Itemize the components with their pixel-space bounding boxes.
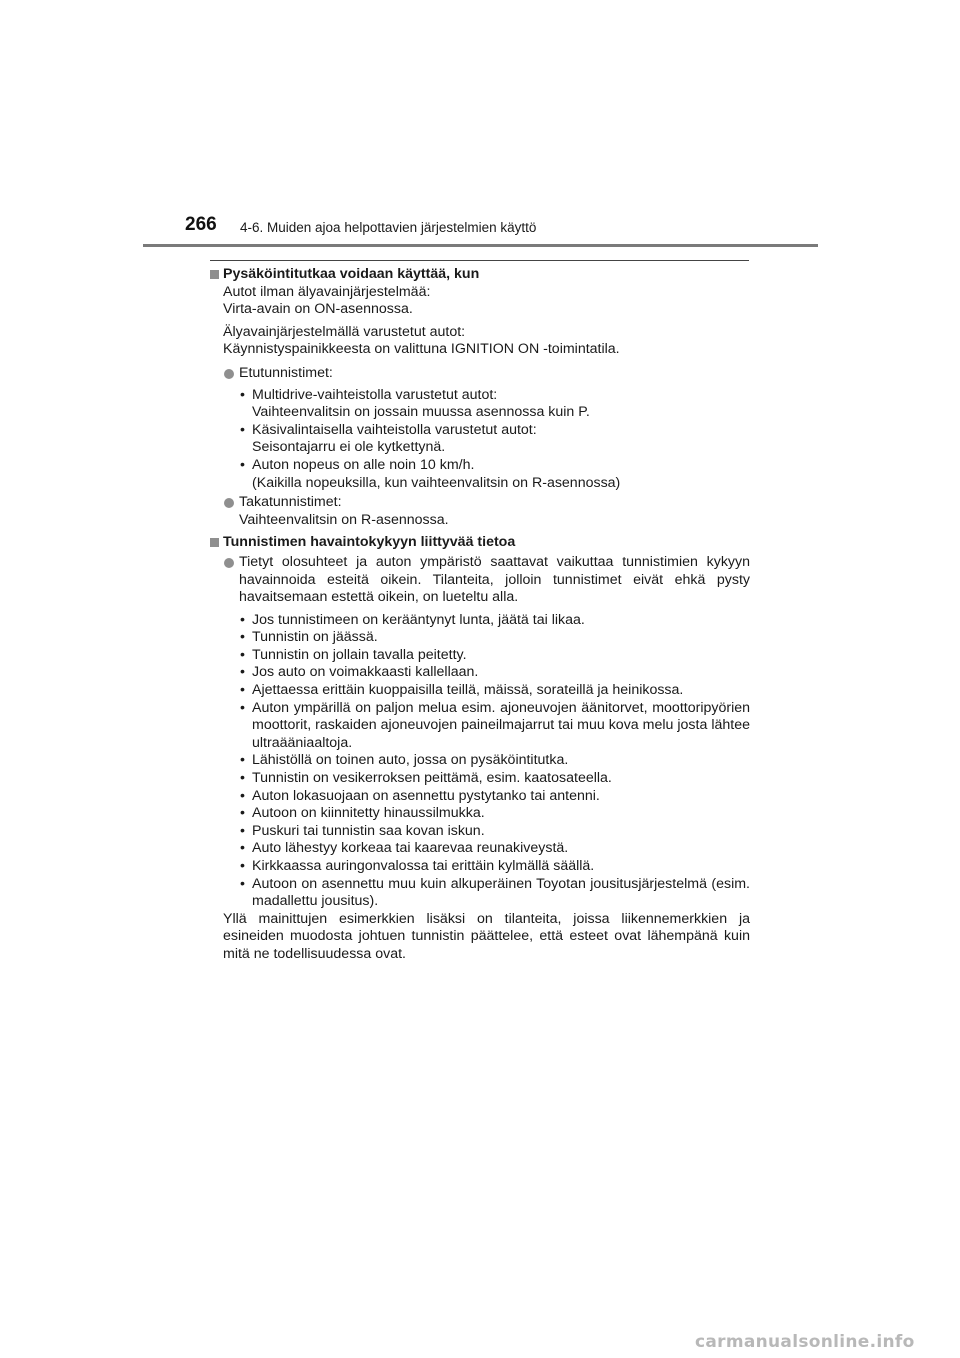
- list-item: [210, 770, 750, 788]
- paragraph-line: Käynnistyspainikkeesta on valittuna IGNITION ON -toimintatila.: [223, 341, 620, 358]
- item-text: Tietyt olosuhteet ja auton ympäristö saattavat vaikuttaa tunnistimien kykyyn havainnoida esteitä oikein. Tilanteita, jolloin tunnistimet eivät ehkä pysty havaitsemaan estettä oikein, on lueteltu alla.: [239, 553, 750, 606]
- paragraph-no-smart-key: [223, 284, 750, 319]
- list-item-text: Autoon on kiinnitetty hinaussilmukka.: [252, 805, 485, 822]
- list-item: [210, 805, 750, 823]
- circle-bullet-icon: [224, 558, 234, 568]
- list-item-text: Autoon on asennettu muu kuin alkuperäinen Toyotan jousitusjärjestelmä (esim. madallettu jousitus).: [252, 875, 750, 910]
- list-item-text: Tunnistin on jollain tavalla peitetty.: [252, 646, 467, 663]
- item-label: Etutunnistimet:: [239, 364, 333, 381]
- list-item-text: Tunnistin on vesikerroksen peittämä, esim. kaatosateella.: [252, 770, 612, 787]
- list-item: [210, 700, 750, 753]
- list-item-line: Multidrive-vaihteistolla varustetut autot:: [252, 386, 498, 403]
- bullet-dot-icon: •: [240, 805, 245, 822]
- bullet-dot-icon: •: [240, 752, 245, 769]
- front-sensors-item: [210, 365, 750, 383]
- bullet-dot-icon: •: [240, 875, 245, 892]
- bullet-dot-icon: •: [240, 770, 245, 787]
- list-item: [210, 752, 750, 770]
- list-item-text: Jos auto on voimakkaasti kallellaan.: [252, 664, 479, 681]
- paragraph-line: Virta-avain on ON-asennossa.: [223, 301, 413, 318]
- bullet-dot-icon: •: [240, 629, 245, 646]
- bullet-dot-icon: •: [240, 682, 245, 699]
- list-item-text: Ajettaessa erittäin kuoppaisilla teillä, mäissä, sorateillä ja heinikossa.: [252, 682, 684, 699]
- paragraph-smart-key: [223, 324, 750, 359]
- square-bullet-icon: [210, 538, 219, 547]
- list-item-text: Jos tunnistimeen on kerääntynyt lunta, jäätä tai likaa.: [252, 611, 585, 628]
- list-item-text: Auton lokasuojaan on asennettu pystytanko tai antenni.: [252, 787, 600, 804]
- list-item: [210, 629, 750, 647]
- bullet-dot-icon: •: [240, 421, 245, 438]
- bullet-dot-icon: •: [240, 664, 245, 681]
- page-number: 266: [185, 214, 217, 235]
- bullet-dot-icon: •: [240, 699, 245, 716]
- list-item: [210, 422, 750, 457]
- square-bullet-icon: [210, 270, 219, 279]
- circle-bullet-icon: [224, 369, 234, 379]
- list-item: [210, 457, 750, 492]
- bullet-dot-icon: •: [240, 787, 245, 804]
- header-divider: [143, 244, 818, 247]
- list-item-line: Seisontajarru ei ole kytkettynä.: [252, 439, 446, 456]
- list-item-line: Vaihteenvalitsin on jossain muussa asennossa kuin P.: [252, 404, 590, 421]
- list-item: [210, 647, 750, 665]
- heading-text: Tunnistimen havaintokykyyn liittyvää tietoa: [223, 534, 516, 551]
- list-item-line: Käsivalintaisella vaihteistolla varustetut autot:: [252, 421, 537, 438]
- paragraph-line: Älyavainjärjestelmällä varustetut autot:: [223, 323, 466, 340]
- watermark: carmanualsonline.info: [695, 1332, 915, 1352]
- detection-intro-item: [210, 554, 750, 607]
- page-header: [0, 214, 960, 250]
- paragraph-line: Autot ilman älyavainjärjestelmää:: [223, 283, 431, 300]
- list-item-text: Kirkkaassa auringonvalossa tai erittäin kylmällä säällä.: [252, 858, 595, 874]
- list-item: [210, 840, 750, 858]
- heading-text: Pysäköintitutkaa voidaan käyttää, kun: [223, 266, 480, 282]
- front-sensors-conditions: [210, 387, 750, 493]
- list-item-text: Auton ympärillä on paljon melua esim. ajoneuvojen äänitorvet, moottoripyörien moottorit, raskaiden ajoneuvojen paineilmajarrut tai muu kova melu josta lähtee ultraääniaaltoja.: [252, 699, 750, 751]
- bullet-dot-icon: •: [240, 840, 245, 857]
- rear-sensors-item: [210, 494, 750, 529]
- item-text: Vaihteenvalitsin on R-asennossa.: [239, 511, 449, 528]
- list-item-text: Auto lähestyy korkeaa tai kaarevaa reunakiveystä.: [252, 840, 569, 857]
- list-item-line: (Kaikilla nopeuksilla, kun vaihteenvalitsin on R-asennossa): [252, 474, 621, 491]
- circle-bullet-icon: [224, 498, 234, 508]
- list-item-line: Auton nopeus on alle noin 10 km/h.: [252, 456, 475, 473]
- manual-content: [210, 264, 750, 964]
- list-item-text: Puskuri tai tunnistin saa kovan iskun.: [252, 822, 485, 839]
- section-heading-sensor-detection-info: [210, 534, 750, 552]
- bullet-dot-icon: •: [240, 646, 245, 663]
- content-divider: [210, 260, 749, 261]
- bullet-dot-icon: •: [240, 386, 245, 403]
- list-item-text: Lähistöllä on toinen auto, jossa on pysäköintitutka.: [252, 752, 569, 769]
- list-item: [210, 612, 750, 630]
- list-item: [210, 823, 750, 841]
- section-heading-parking-sensor-use: [210, 266, 750, 284]
- bullet-dot-icon: •: [240, 456, 245, 473]
- list-item: [210, 876, 750, 911]
- list-item-text: Tunnistin on jäässä.: [252, 629, 378, 646]
- list-item: [210, 682, 750, 700]
- bullet-dot-icon: •: [240, 858, 245, 874]
- bullet-dot-icon: •: [240, 822, 245, 839]
- bullet-dot-icon: •: [240, 611, 245, 628]
- item-label: Takatunnistimet:: [239, 494, 342, 511]
- list-item: [210, 387, 750, 422]
- list-item: [210, 664, 750, 682]
- section-title: 4-6. Muiden ajoa helpottavien järjestelmien käyttö: [240, 220, 537, 235]
- list-item: [210, 788, 750, 806]
- detection-conditions-list: [210, 612, 750, 911]
- list-item: [210, 858, 750, 876]
- closing-paragraph: Yllä mainittujen esimerkkien lisäksi on tilanteita, joissa liikennemerkkien ja esineiden muodosta johtuen tunnistin päättelee, että esteet ovat lähempänä kuin mitä ne todellisuudessa ovat.: [223, 910, 750, 962]
